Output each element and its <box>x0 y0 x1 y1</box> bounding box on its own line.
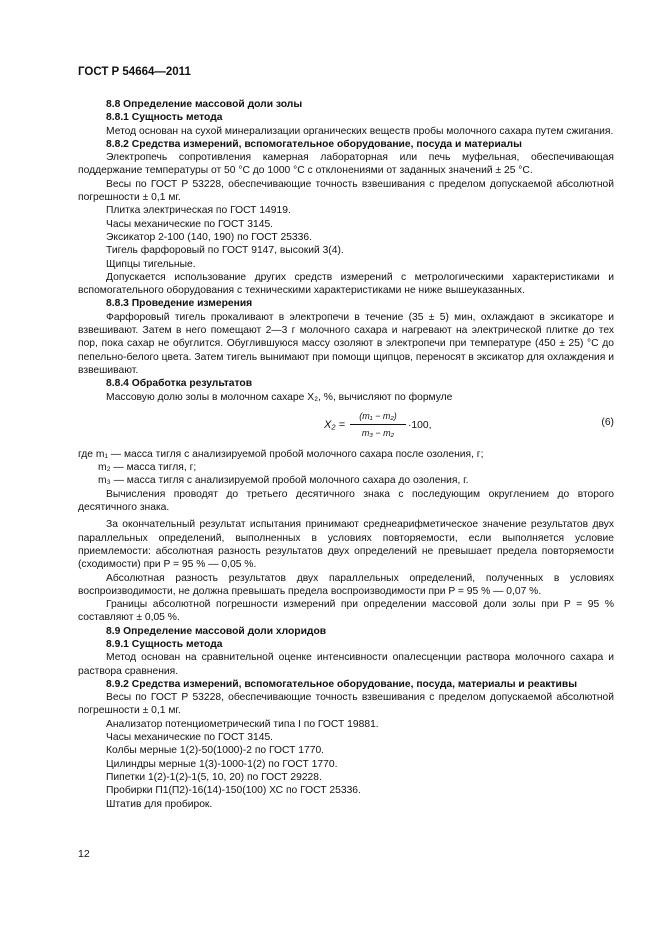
equipment-item: Штатив для пробирок. <box>106 798 213 810</box>
section-8-8-3-text: Фарфоровый тигель прокаливают в электропечи в течение (35 ± 5) мин, охлаждают в эксикаторе и взвешивают. Затем в него помещают 2—3 г молочного сахара и нагревают на электрической плитке до тех пор, пока сахар не обуглится. Обуглившуюся массу озоляют в электропечи при температуре (450 ± 25) °С до пепельно-белого цвета. Затем тигель вынимают при помощи щипцов, переносят в эксикатор для охлаждения и взвешивают. <box>78 311 614 376</box>
document-header: ГОСТ Р 54664—2011 <box>78 66 191 78</box>
formula-denominator: m₃ − m₂ <box>361 428 395 439</box>
equipment-item: Часы механические по ГОСТ 3145. <box>106 732 274 744</box>
equipment-item: Анализатор потенциометрический типа I по ГОСТ 19881. <box>106 718 379 730</box>
equipment-item: Допускается использование других средств измерений с метрологическими характеристиками и вспомогательного оборудования с техническими характеристиками не ниже вышеуказанных. <box>78 271 614 297</box>
section-8-8-4-title: 8.8.4 Обработка результатов <box>106 378 253 390</box>
equipment-item: Пипетки 1(2)-1(2)-1(5, 10, 20) по ГОСТ 29228. <box>106 771 322 783</box>
formula-multiplier: ·100, <box>408 419 432 431</box>
formula-fraction <box>350 410 406 441</box>
results-paragraph: Абсолютная разность результатов двух параллельных определений, полученных в условиях воспроизводимости, не должна превышать предела воспроизводимости при P = 95 % — 0,07 %. <box>78 572 614 597</box>
page-body <box>78 98 614 811</box>
formula-legend-item: m₂ — масса тигля, г; <box>98 462 197 474</box>
formula-legend-item: m₃ — масса тигля с анализируемой пробой молочного сахара до озоления, г. <box>98 475 469 487</box>
section-8-9-2-title: 8.9.2 Средства измерений, вспомогательное оборудование, посуда, материалы и реактивы <box>106 678 577 690</box>
equipment-item: Плитка электрическая по ГОСТ 14919. <box>106 205 291 217</box>
equipment-item: Пробирки П1(П2)-16(14)-150(100) ХС по ГОСТ 25336. <box>106 785 361 797</box>
section-8-8-1-title: 8.8.1 Сущность метода <box>106 112 223 124</box>
section-8-8-2-title: 8.8.2 Средства измерений, вспомогательное оборудование, посуда и материалы <box>106 138 522 150</box>
section-8-8-1-text: Метод основан на сухой минерализации органических веществ пробы молочного сахара путем сжигания. <box>106 125 614 137</box>
section-8-9-1-title: 8.9.1 Сущность метода <box>106 638 223 650</box>
equipment-item: Весы по ГОСТ Р 53228, обеспечивающие точность взвешивания с пределом допускаемой абсолютной погрешности ± 0,1 мг. <box>78 178 614 204</box>
results-paragraph: Границы абсолютной погрешности измерений при определении массовой доли золы при P = 95 % составляют ± 0,05 %. <box>78 599 614 624</box>
formula-number: (6) <box>601 416 614 428</box>
equipment-item: Весы по ГОСТ Р 53228, обеспечивающие точность взвешивания с пределом допускаемой абсолютной погрешности ± 0,1 мг. <box>78 692 614 717</box>
results-paragraph: Вычисления проводят до третьего десятичного знака с последующим округлением до второго десятичного знака. <box>78 488 614 514</box>
section-8-9-title: 8.9 Определение массовой доли хлоридов <box>106 625 327 637</box>
results-paragraph: За окончательный результат испытания принимают среднеарифметическое значение результатов двух параллельных определений, выполненных в условиях повторяемости, если выполняется условие приемлемости: абсолютная разность результатов двух определений не превышает предела повторяемости (сходимости) при P = 95 % — 0,05 %. <box>78 519 614 571</box>
section-8-8-4-intro: Массовую долю золы в молочном сахаре X₂, %, вычисляют по формуле <box>106 391 453 403</box>
formula-legend-item: где m₁ — масса тигля с анализируемой пробой молочного сахара после озоления, г; <box>78 448 484 460</box>
equipment-item: Тигель фарфоровый по ГОСТ 9147, высокий 3(4). <box>106 245 344 257</box>
equipment-item: Цилиндры мерные 1(3)-1000-1(2) по ГОСТ 1770. <box>106 758 338 770</box>
section-8-9-1-text: Метод основан на сравнительной оценке интенсивности опалесценции раствора молочного сахара и раствора сравнения. <box>78 652 614 677</box>
page-number: 12 <box>78 848 90 860</box>
equipment-item: Электропечь сопротивления камерная лабораторная или печь муфельная, обеспечивающая поддержание температуры от 50 °С до 1000 °С с отклонениями от заданных значений ± 25 °С. <box>78 152 614 177</box>
ash-formula <box>78 410 614 444</box>
section-8-8-3-title: 8.8.3 Проведение измерения <box>106 298 253 310</box>
equipment-item: Часы механические по ГОСТ 3145. <box>106 218 274 230</box>
section-8-8-title: 8.8 Определение массовой доли золы <box>106 99 303 110</box>
equipment-item: Щипцы тигельные. <box>106 258 196 270</box>
equipment-item: Эксикатор 2-100 (140, 190) по ГОСТ 25336. <box>106 231 312 243</box>
formula-numerator: (m₁ − m₂) <box>350 410 406 425</box>
formula-lhs: X₂ = <box>324 418 346 431</box>
equipment-item: Колбы мерные 1(2)-50(1000)-2 по ГОСТ 1770. <box>106 745 325 757</box>
